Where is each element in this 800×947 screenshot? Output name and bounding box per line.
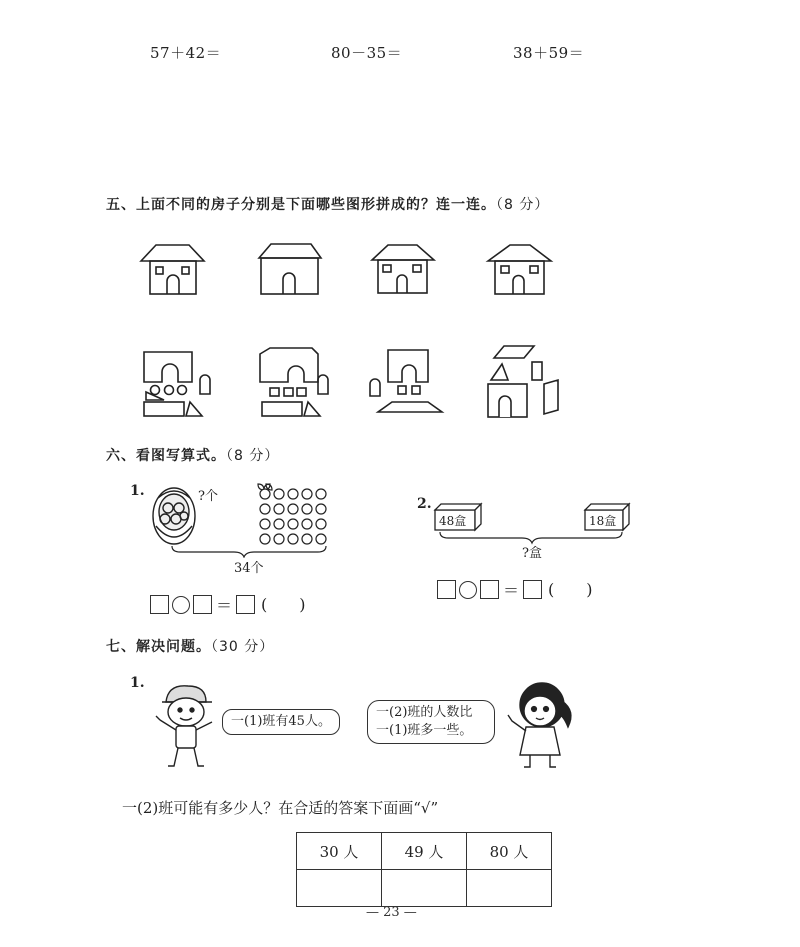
boxes-question-label: ?盒 — [522, 546, 542, 561]
house-2 — [259, 244, 321, 294]
boy-illustration — [148, 680, 228, 775]
equals-sign: ＝ — [503, 581, 520, 600]
box-right-label: 18盒 — [589, 514, 617, 528]
paren-close: ) — [586, 580, 593, 599]
paren-close: ) — [299, 595, 306, 614]
exercise-3: 38＋59＝ — [513, 44, 585, 62]
box-left-label: 48盒 — [439, 514, 467, 528]
house-1 — [141, 245, 204, 294]
section5-title: 五、上面不同的房子分别是下面哪些图形拼成的？连一连。 — [106, 197, 496, 213]
answer-options-table — [296, 832, 552, 907]
boy-speech-bubble: 一(1)班有45人。 — [222, 709, 340, 735]
problem7-1-question: 一(2)班可能有多少人？在合适的答案下面画“√” — [122, 799, 439, 817]
problem6-2-number: 2. — [417, 496, 432, 512]
checkmark-row — [297, 870, 552, 907]
check-cell-30[interactable] — [297, 870, 382, 907]
section7-title: 七、解决问题。 — [106, 639, 211, 655]
answer-box-2[interactable] — [193, 595, 212, 614]
answer-box-3[interactable] — [523, 580, 542, 599]
girl-speech-line2: 一(1)班多一些。 — [376, 723, 473, 738]
girl-speech-bubble — [367, 700, 495, 744]
section5-points: （8 分） — [496, 197, 550, 213]
problem6-1-number: 1. — [130, 483, 145, 499]
exercise-1: 57＋42＝ — [150, 44, 222, 62]
section6-points: （8 分） — [226, 448, 280, 464]
peaches-total-label: 34个 — [234, 561, 264, 576]
equals-sign: ＝ — [216, 596, 233, 615]
answer-box-2[interactable] — [480, 580, 499, 599]
paren-open: ( — [261, 595, 268, 614]
operator-circle[interactable] — [172, 596, 190, 614]
operator-circle[interactable] — [459, 581, 477, 599]
option-80: 80 人 — [467, 833, 552, 870]
shape-set-4 — [488, 346, 558, 417]
answer-box-1[interactable] — [150, 595, 169, 614]
check-cell-80[interactable] — [467, 870, 552, 907]
girl-speech-line1: 一(2)班的人数比 — [376, 705, 473, 720]
shape-set-1 — [144, 352, 210, 416]
section5-heading — [106, 194, 549, 214]
house-4 — [488, 245, 551, 294]
options-row — [297, 833, 552, 870]
shape-set-3 — [370, 350, 442, 412]
shape-sets-row — [130, 340, 570, 425]
exercise-2: 80－35＝ — [331, 44, 403, 62]
section6-heading — [106, 445, 279, 465]
peaches-question-label: ?个 — [198, 489, 218, 504]
section7-points: （30 分） — [211, 639, 275, 655]
option-49: 49 人 — [382, 833, 467, 870]
houses-row — [130, 235, 570, 305]
paren-open: ( — [548, 580, 555, 599]
basket-peaches-illustration — [148, 478, 338, 558]
answer-box-3[interactable] — [236, 595, 255, 614]
girl-illustration — [500, 675, 585, 775]
problem6-2-equation — [437, 578, 593, 601]
section7-heading — [106, 636, 274, 656]
problem7-1-number: 1. — [130, 675, 145, 691]
page-number: — 23 — — [366, 905, 417, 920]
option-30: 30 人 — [297, 833, 382, 870]
check-cell-49[interactable] — [382, 870, 467, 907]
problem6-1-equation — [150, 593, 306, 616]
house-3 — [372, 245, 434, 293]
section6-title: 六、看图写算式。 — [106, 448, 226, 464]
shape-set-2 — [260, 348, 328, 416]
answer-box-1[interactable] — [437, 580, 456, 599]
